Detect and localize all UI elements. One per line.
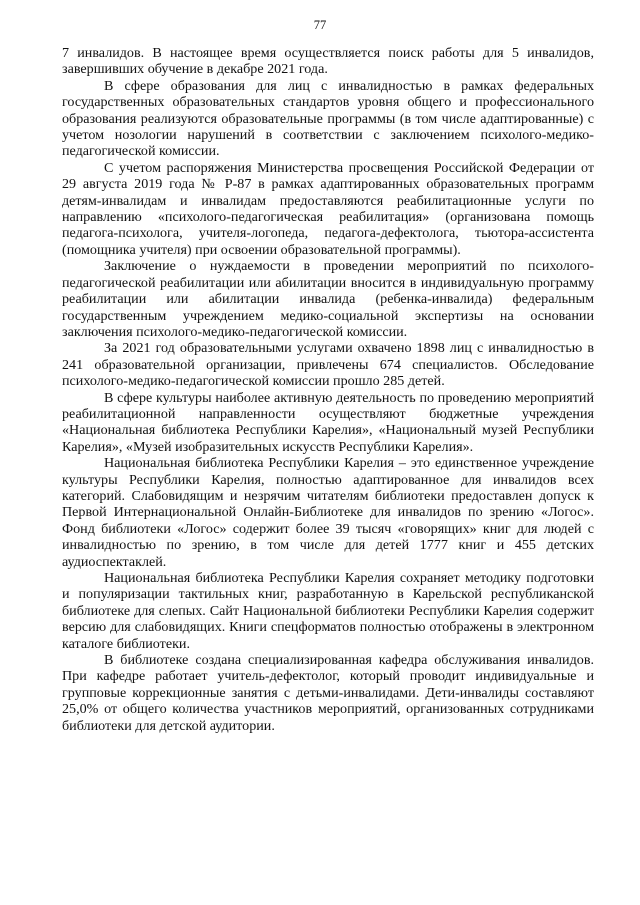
paragraph: 7 инвалидов. В настоящее время осуществляется поиск работы для 5 инвалидов, завершивших обучение в декабре 2021 года. <box>62 45 594 78</box>
paragraph: В сфере образования для лиц с инвалидностью в рамках федеральных государственных образовательных стандартов уровня общего и профессионального образования реализуются образовательные программы (в том числе адаптированные) с учетом нозологии нарушений в соответствии с заключением психолого-медико-педагогической комиссии. <box>62 77 594 160</box>
paragraph: С учетом распоряжения Министерства просвещения Российской Федерации от 29 августа 2019 года № Р-87 в рамках адаптированных образовательных программ детям-инвалидам и инвалидам предоставляются реабилитационные услуги по направлению «психолого-педагогическая реабилитация» (организована помощь педагога-психолога, учителя-логопеда, педагога-дефектолога, тьютора-ассистента (помощника учителя) при освоении образовательной программы). <box>62 159 594 258</box>
paragraph: Заключение о нуждаемости в проведении мероприятий по психолого-педагогической реабилитации или абилитации вносится в индивидуальную программу реабилитации или абилитации инвалида (ребенка-инвалида) федеральным государственным учреждением медико-социальной экспертизы на основании заключения психолого-медико-педагогической комиссии. <box>62 258 594 340</box>
paragraph: В сфере культуры наиболее активную деятельность по проведению мероприятий реабилитационной направленности осуществляют бюджетные учреждения «Национальная библиотека Республики Карелия», «Национальный музей Республики Карелия», «Музей изобразительных искусств Республики Карелия». <box>62 389 594 455</box>
document-body <box>62 45 594 734</box>
paragraph: Национальная библиотека Республики Карелия сохраняет методику подготовки и популяризации тактильных книг, разработанную в Карельской республиканской библиотеке для слепых. Сайт Национальной библиотеки Республики Карелия содержит версию для слабовидящих. Книги спецформатов полностью отображены в электронном каталоге библиотеки. <box>62 570 594 652</box>
paragraph: За 2021 год образовательными услугами охвачено 1898 лиц с инвалидностью в 241 образовательной организации, привлечены 674 специалистов. Обследование психолого-медико-педагогической комиссии прошло 285 детей. <box>62 340 594 390</box>
paragraph: Национальная библиотека Республики Карелия – это единственное учреждение культуры Республики Карелия, полностью адаптированное для инвалидов всех категорий. Слабовидящим и незрячим читателям библиотеки предоставлен допуск к Первой Интернациональной Онлайн-Библиотеке для инвалидов по зрению «Логос». Фонд библиотеки «Логос» содержит более 39 тысяч «говорящих» книг для людей с инвалидностью по зрению, в том числе для детей 1777 книг и 455 детских аудиоспектаклей. <box>62 455 594 570</box>
paragraph: В библиотеке создана специализированная кафедра обслуживания инвалидов. При кафедре работает учитель-дефектолог, который проводит индивидуальные и групповые коррекционные занятия с детьми-инвалидами. Дети-инвалиды составляют 25,0% от общего количества участников мероприятий, организованных сотрудниками библиотеки для детской аудитории. <box>62 652 594 734</box>
page-number: 77 <box>313 18 327 32</box>
